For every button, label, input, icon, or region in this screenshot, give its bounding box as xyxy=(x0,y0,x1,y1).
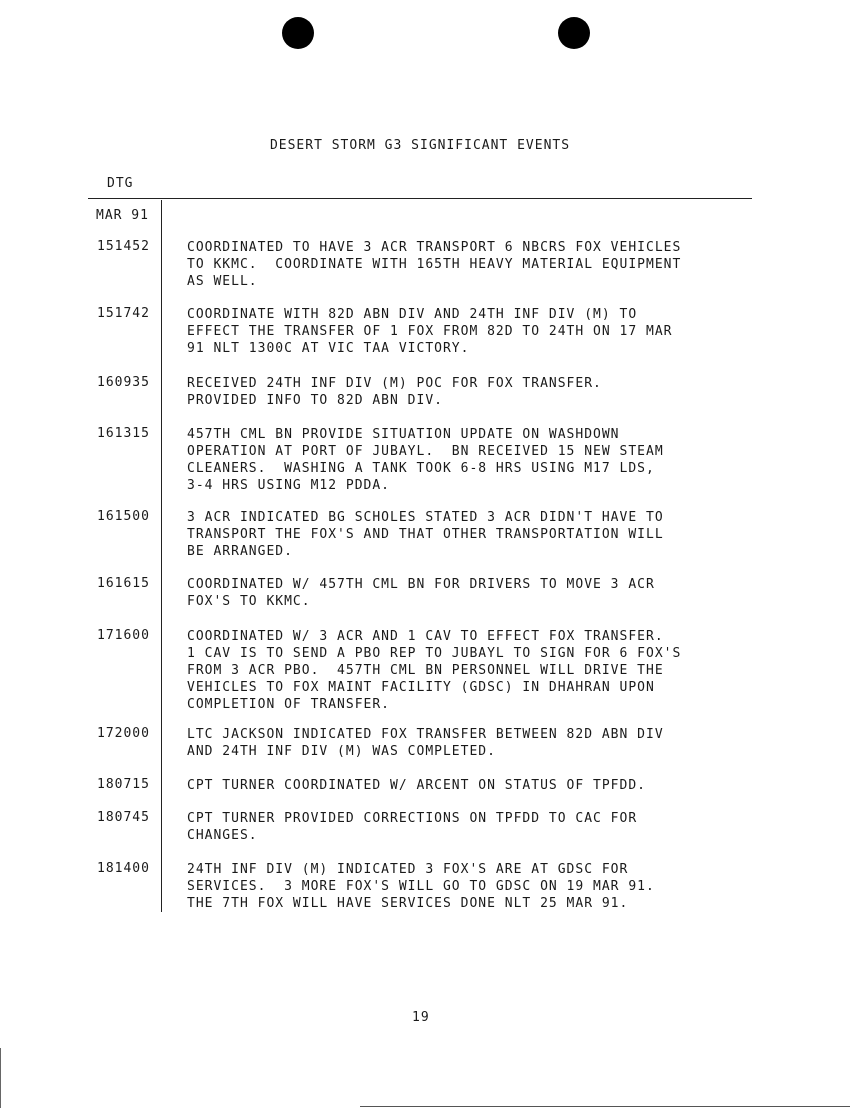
punch-hole-right xyxy=(558,17,590,49)
bottom-rule xyxy=(360,1106,850,1107)
event-text: COORDINATED W/ 457TH CML BN FOR DRIVERS TO MOVE 3 ACR FOX'S TO KKMC. xyxy=(187,577,655,609)
event-text: RECEIVED 24TH INF DIV (M) POC FOR FOX TRANSFER. PROVIDED INFO TO 82D ABN DIV. xyxy=(187,376,602,408)
event-text: CPT TURNER PROVIDED CORRECTIONS ON TPFDD TO CAC FOR CHANGES. xyxy=(187,811,638,843)
event-dtg: 172000 xyxy=(97,726,150,741)
event-text: COORDINATE WITH 82D ABN DIV AND 24TH INF DIV (M) TO EFFECT THE TRANSFER OF 1 FOX FROM 82D TO 24TH ON 17 MAR 91 NLT 1300C AT VIC TAA VICTORY. xyxy=(187,307,673,356)
event-text: 3 ACR INDICATED BG SCHOLES STATED 3 ACR DIDN'T HAVE TO TRANSPORT THE FOX'S AND THAT OTHER TRANSPORTATION WILL BE ARRANGED. xyxy=(187,510,664,559)
column-divider xyxy=(161,200,162,912)
document-title: DESERT STORM G3 SIGNIFICANT EVENTS xyxy=(269,138,571,153)
event-text: CPT TURNER COORDINATED W/ ARCENT ON STATUS OF TPFDD. xyxy=(187,778,646,793)
event-text: 457TH CML BN PROVIDE SITUATION UPDATE ON WASHDOWN OPERATION AT PORT OF JUBAYL. BN RECEIVED 15 NEW STEAM CLEANERS. WASHING A TANK TOOK 6-8 HRS USING M17 LDS, 3-4 HRS USING M12 PDDA. xyxy=(187,427,664,493)
scan-edge-mark xyxy=(0,1048,1,1108)
punch-hole-left xyxy=(282,17,314,49)
event-dtg: 151452 xyxy=(97,239,150,254)
event-dtg: 180745 xyxy=(97,810,150,825)
month-label: MAR 91 xyxy=(96,208,149,223)
event-text: COORDINATED TO HAVE 3 ACR TRANSPORT 6 NBCRS FOX VEHICLES TO KKMC. COORDINATE WITH 165TH HEAVY MATERIAL EQUIPMENT AS WELL. xyxy=(187,240,682,289)
event-text: 24TH INF DIV (M) INDICATED 3 FOX'S ARE AT GDSC FOR SERVICES. 3 MORE FOX'S WILL GO TO GDSC ON 19 MAR 91. THE 7TH FOX WILL HAVE SERVICES DONE NLT 25 MAR 91. xyxy=(187,862,655,911)
event-dtg: 161315 xyxy=(97,426,150,441)
header-rule xyxy=(88,198,752,199)
dtg-column-header: DTG xyxy=(107,176,134,191)
event-dtg: 171600 xyxy=(97,628,150,643)
event-text: LTC JACKSON INDICATED FOX TRANSFER BETWEEN 82D ABN DIV AND 24TH INF DIV (M) WAS COMPLETED. xyxy=(187,727,664,759)
event-dtg: 151742 xyxy=(97,306,150,321)
event-dtg: 161500 xyxy=(97,509,150,524)
event-dtg: 181400 xyxy=(97,861,150,876)
page-number: 19 xyxy=(412,1010,430,1025)
event-dtg: 160935 xyxy=(97,375,150,390)
event-dtg: 161615 xyxy=(97,576,150,591)
event-dtg: 180715 xyxy=(97,777,150,792)
event-text: COORDINATED W/ 3 ACR AND 1 CAV TO EFFECT FOX TRANSFER. 1 CAV IS TO SEND A PBO REP TO JUBAYL TO SIGN FOR 6 FOX'S FROM 3 ACR PBO. 457TH CML BN PERSONNEL WILL DRIVE THE VEHICLES TO FOX MAINT FACILITY (GDSC) IN DHAHRAN UPON COMPLETION OF TRANSFER. xyxy=(187,629,682,712)
